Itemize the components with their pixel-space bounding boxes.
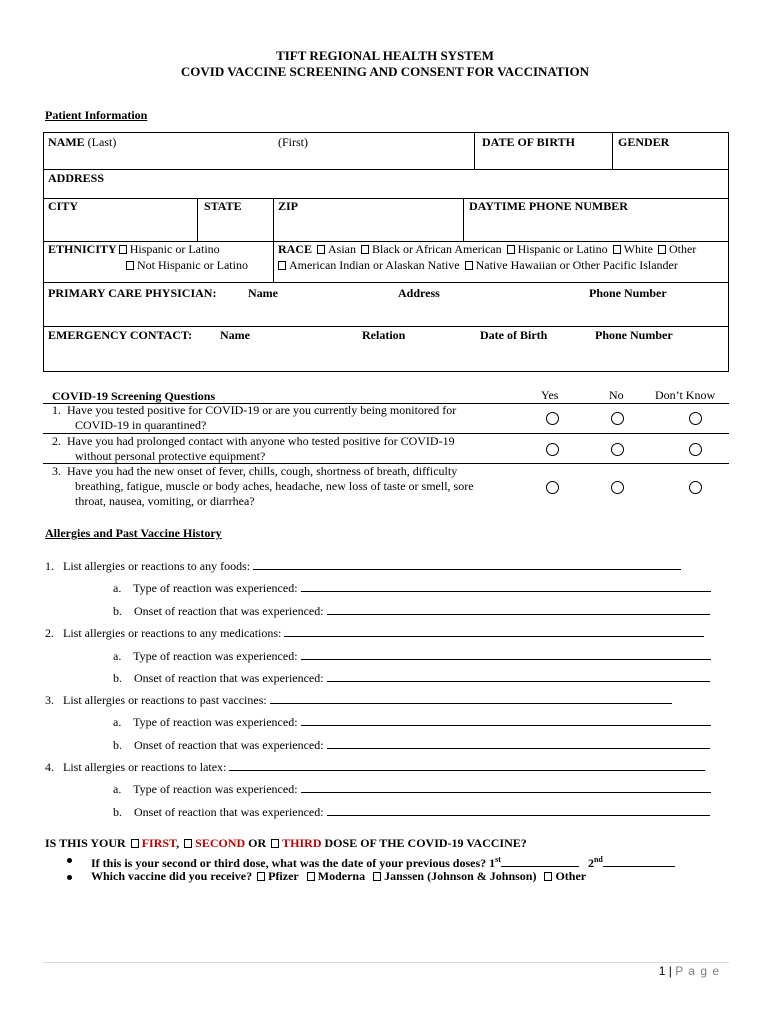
allergy-vaccines-input[interactable] (270, 692, 672, 704)
vaccine-received-row: Which vaccine did you receive? Pfizer Moderna Janssen (Johnson & Johnson) Other (91, 869, 587, 883)
allergy-foods-input[interactable] (253, 558, 681, 570)
page-footer: 1 | P a g e (658, 964, 720, 978)
second-dose-date-input[interactable] (603, 855, 675, 867)
checkbox-pfizer[interactable] (257, 872, 265, 881)
q3-yes-radio[interactable] (546, 481, 559, 494)
q1-dont-know-radio[interactable] (689, 412, 702, 425)
checkbox-asian[interactable] (317, 245, 325, 254)
pcp-phone-field[interactable]: Phone Number (589, 286, 667, 300)
col-no: No (609, 388, 624, 402)
city-field[interactable]: CITY (48, 199, 79, 213)
checkbox-second-dose[interactable] (184, 839, 192, 848)
allergy-latex-input[interactable] (229, 759, 705, 771)
allergy-meds-onset-row: b. Onset of reaction that was experienced: (113, 670, 710, 686)
allergy-foods-onset-input[interactable] (327, 603, 710, 615)
checkbox-not-hispanic[interactable] (126, 261, 134, 270)
phone-field[interactable]: DAYTIME PHONE NUMBER (469, 199, 628, 213)
q3-dont-know-radio[interactable] (689, 481, 702, 494)
bullet-icon (67, 875, 72, 880)
col-dont-know: Don’t Know (655, 388, 716, 402)
screening-heading: COVID-19 Screening Questions (52, 389, 216, 403)
checkbox-white[interactable] (613, 245, 621, 254)
ec-relation-field[interactable]: Relation (362, 328, 406, 342)
allergy-vaccines-onset-row: b. Onset of reaction that was experienced: (113, 737, 710, 753)
allergy-latex-type-input[interactable] (301, 781, 711, 793)
checkbox-first-dose[interactable] (131, 839, 139, 848)
address-field[interactable]: ADDRESS (48, 171, 105, 185)
checkbox-race-hispanic[interactable] (507, 245, 515, 254)
pcp-address-field[interactable]: Address (398, 286, 440, 300)
dob-field[interactable]: DATE OF BIRTH (482, 135, 575, 149)
q1-no-radio[interactable] (611, 412, 624, 425)
checkbox-race-other[interactable] (658, 245, 666, 254)
allergy-foods-row: 1. List allergies or reactions to any foods: (45, 558, 681, 574)
allergies-heading: Allergies and Past Vaccine History (45, 526, 222, 540)
question-3: 3. Have you had the new onset of fever, chills, cough, shortness of breath, difficulty breathing, fatigue, muscle or body aches, headache, new loss of taste or smell, sore throat, nausea, vomiting, or diarrhea? (52, 464, 474, 508)
ec-phone-field[interactable]: Phone Number (595, 328, 673, 342)
allergy-foods-type-input[interactable] (301, 580, 711, 592)
checkbox-american-indian[interactable] (278, 261, 286, 270)
patient-info-table (43, 132, 729, 372)
name-last-field[interactable]: NAME (Last) (48, 135, 117, 149)
allergy-latex-row: 4. List allergies or reactions to latex: (45, 759, 705, 775)
pcp-name-field[interactable]: Name (248, 286, 278, 300)
name-first-field[interactable]: (First) (278, 135, 308, 149)
checkbox-vaccine-other[interactable] (544, 872, 552, 881)
ethnicity-row-2: Not Hispanic or Latino (124, 258, 248, 273)
q2-dont-know-radio[interactable] (689, 443, 702, 456)
race-row: RACE Asian Black or African American Hispanic or Latino White Other (278, 242, 697, 256)
allergy-foods-type-row: a. Type of reaction was experienced: (113, 580, 711, 596)
q1-yes-radio[interactable] (546, 412, 559, 425)
checkbox-janssen[interactable] (373, 872, 381, 881)
q2-yes-radio[interactable] (546, 443, 559, 456)
checkbox-third-dose[interactable] (271, 839, 279, 848)
pcp-label: PRIMARY CARE PHYSICIAN: (48, 286, 217, 300)
patient-info-heading: Patient Information (45, 108, 148, 122)
first-dose-date-input[interactable] (501, 855, 579, 867)
footer-rule (43, 962, 729, 963)
checkbox-hispanic[interactable] (119, 245, 127, 254)
allergy-meds-onset-input[interactable] (327, 670, 710, 682)
allergy-meds-type-row: a. Type of reaction was experienced: (113, 648, 711, 664)
allergy-latex-onset-row: b. Onset of reaction that was experienced: (113, 804, 710, 820)
ec-dob-field[interactable]: Date of Birth (480, 328, 548, 342)
q2-no-radio[interactable] (611, 443, 624, 456)
ethnicity-row: ETHNICITY Hispanic or Latino (48, 242, 220, 256)
checkbox-moderna[interactable] (307, 872, 315, 881)
allergy-meds-row: 2. List allergies or reactions to any medications: (45, 625, 704, 641)
dose-question: IS THIS YOUR FIRST, SECOND OR THIRD DOSE OF THE COVID-19 VACCINE? (45, 836, 527, 850)
allergy-foods-onset-row: b. Onset of reaction that was experienced: (113, 603, 710, 619)
ec-label: EMERGENCY CONTACT: (48, 328, 193, 342)
race-row-2: American Indian or Alaskan Native Native Hawaiian or Other Pacific Islander (276, 258, 678, 273)
allergy-latex-onset-input[interactable] (327, 804, 710, 816)
form-title: COVID VACCINE SCREENING AND CONSENT FOR VACCINATION (180, 64, 590, 79)
col-yes: Yes (541, 388, 559, 402)
allergy-vaccines-onset-input[interactable] (327, 737, 710, 749)
checkbox-black[interactable] (361, 245, 369, 254)
allergy-meds-type-input[interactable] (301, 648, 711, 660)
allergy-latex-type-row: a. Type of reaction was experienced: (113, 781, 711, 797)
state-field[interactable]: STATE (204, 199, 242, 213)
allergy-meds-input[interactable] (284, 625, 704, 637)
checkbox-native-hawaiian[interactable] (465, 261, 473, 270)
question-1: 1. Have you tested positive for COVID-19 or are you currently being monitored for COVID-19 in quarantined? (52, 403, 457, 432)
org-title: TIFT REGIONAL HEALTH SYSTEM (276, 48, 494, 63)
allergy-vaccines-type-row: a. Type of reaction was experienced: (113, 714, 711, 730)
q3-no-radio[interactable] (611, 481, 624, 494)
allergy-vaccines-type-input[interactable] (301, 714, 711, 726)
zip-field[interactable]: ZIP (278, 199, 299, 213)
previous-dose-dates-row: If this is your second or third dose, what was the date of your previous doses? 1st 2nd (91, 852, 675, 871)
allergy-vaccines-row: 3. List allergies or reactions to past vaccines: (45, 692, 672, 708)
ec-name-field[interactable]: Name (220, 328, 250, 342)
gender-field[interactable]: GENDER (618, 135, 670, 149)
bullet-icon (67, 858, 72, 863)
question-2: 2. Have you had prolonged contact with anyone who tested positive for COVID-19 without personal protective equipment? (52, 434, 455, 463)
